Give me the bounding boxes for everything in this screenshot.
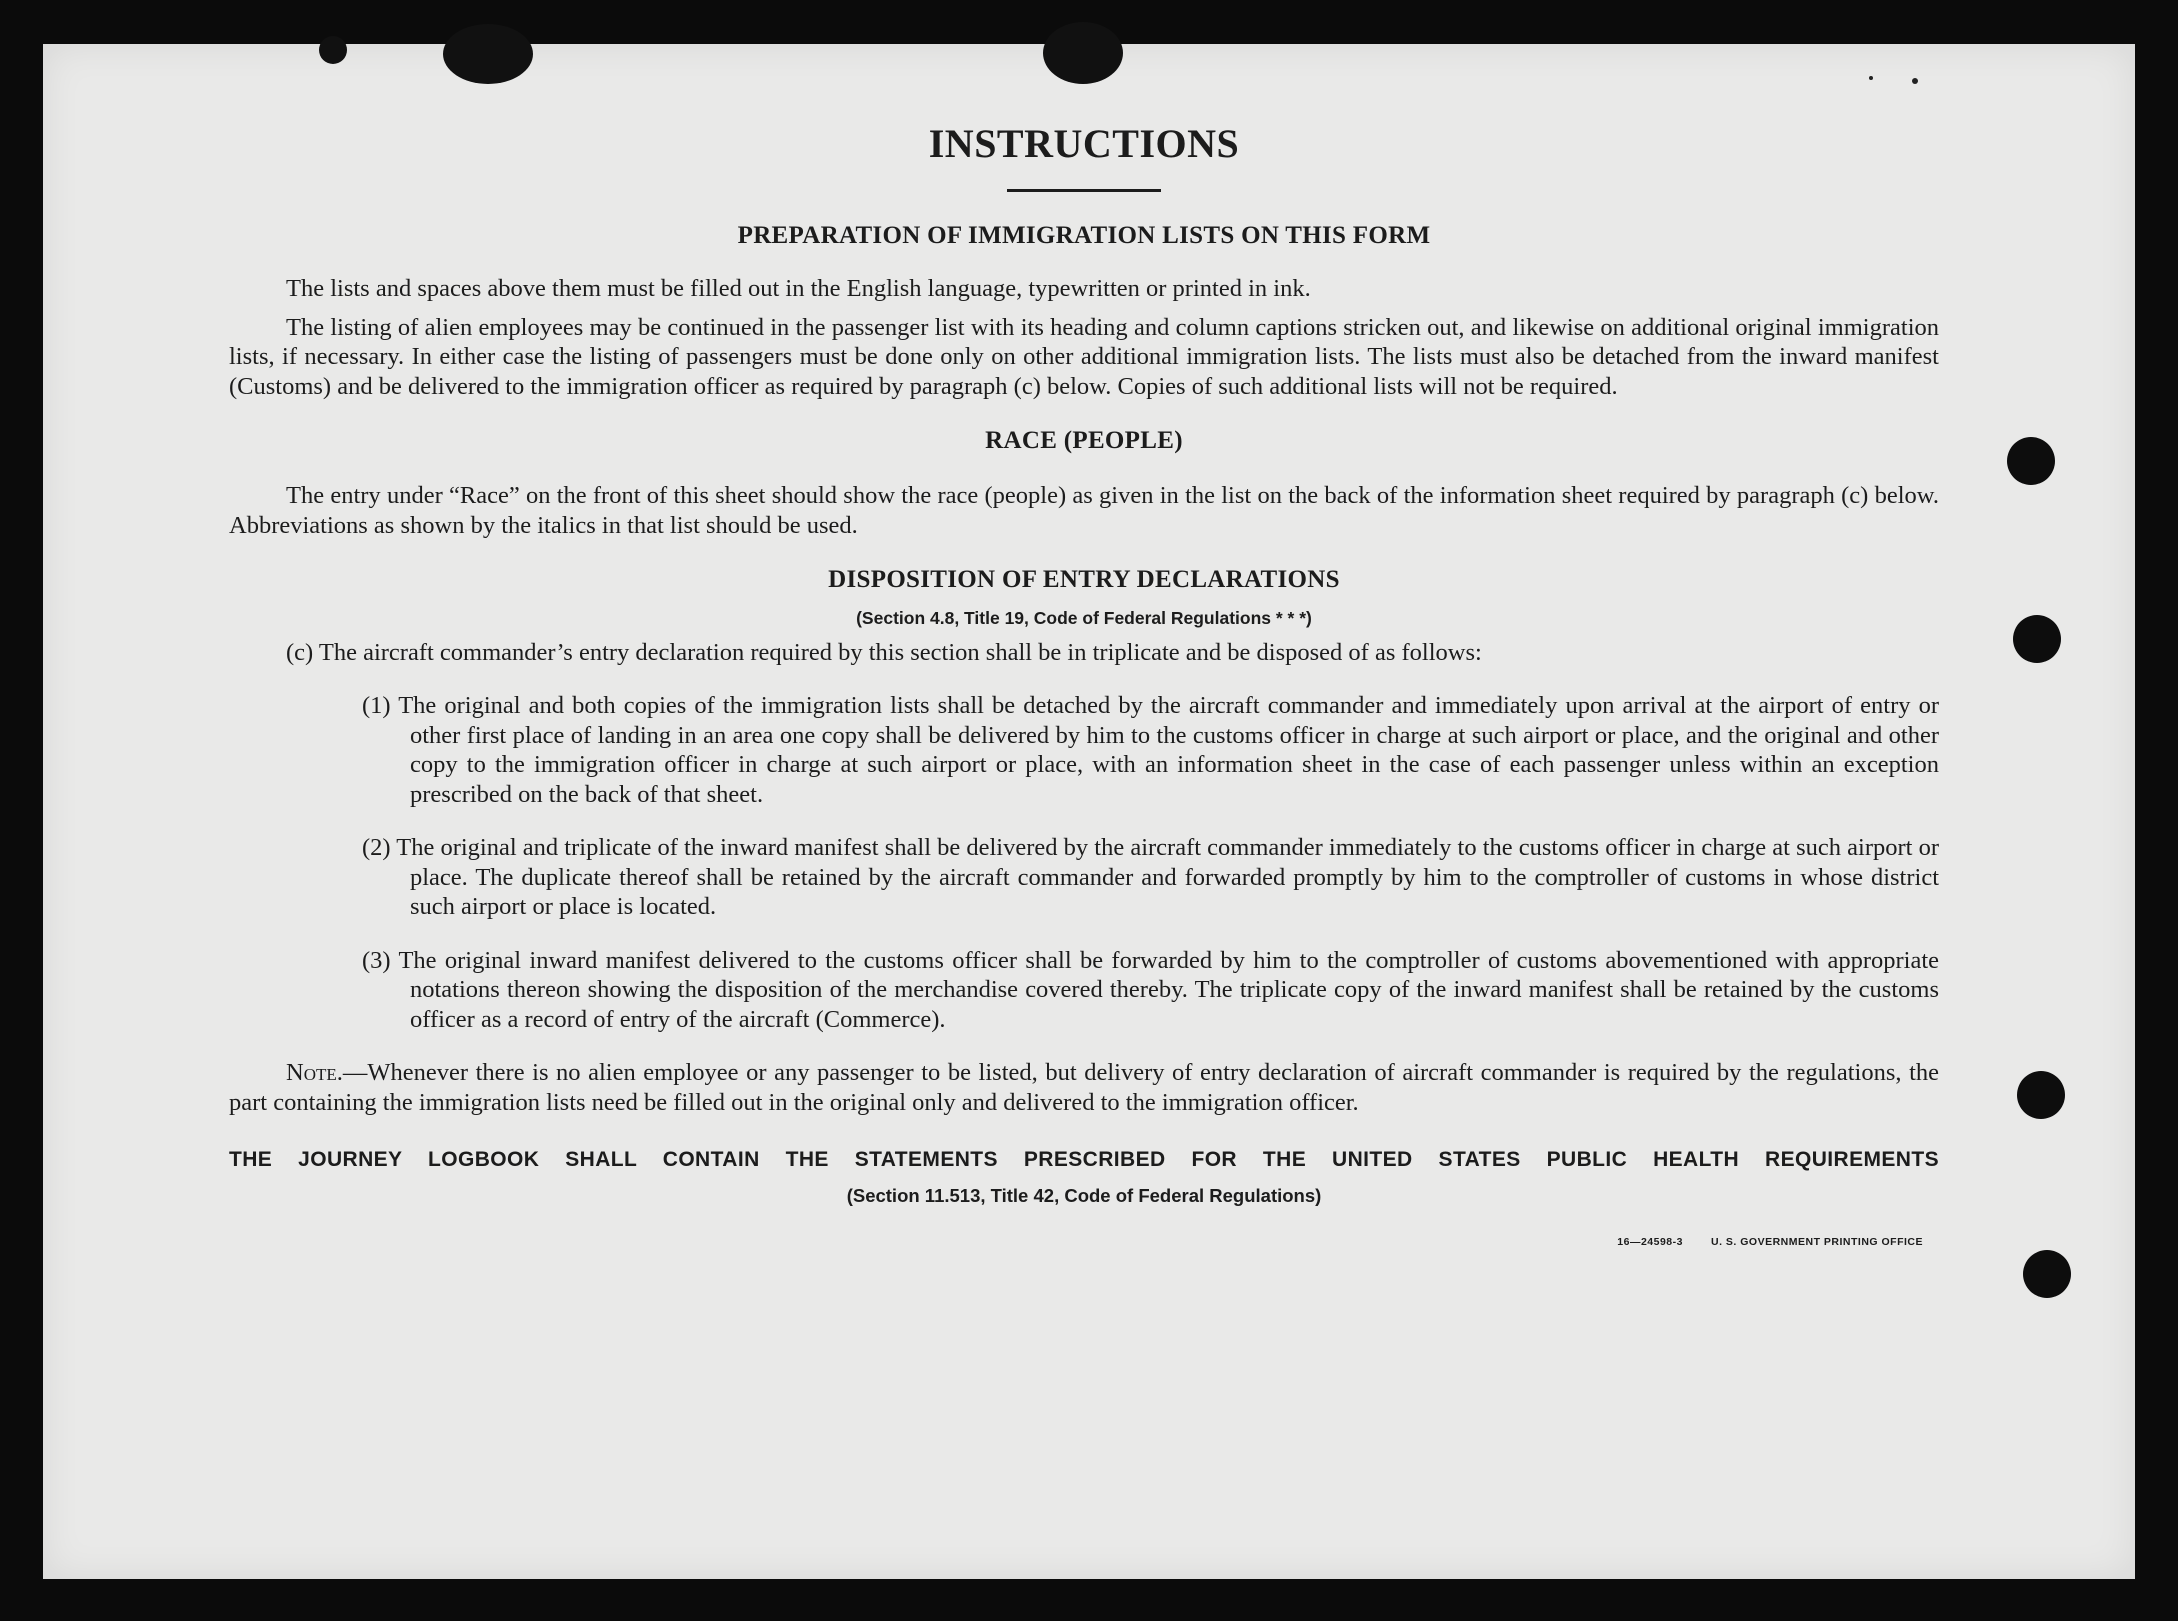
section-heading-preparation: PREPARATION OF IMMIGRATION LISTS ON THIS FORM	[737, 222, 1431, 249]
ink-blot-left	[443, 24, 533, 84]
punch-hole-2	[2013, 615, 2061, 663]
paragraph-alien-employees: The listing of alien employees may be continued in the passenger list with its heading and column captions stricken out, and likewise on additional original immigration lists, if necessary. In either case the listing of passengers must be done only on other additional immigration lists. The lists must also be detached from the inward manifest (Customs) and be delivered to the immigration officer as required by paragraph (c) below. Copies of such additional lists will not be required.	[229, 313, 1939, 400]
punch-hole-4	[2023, 1250, 2071, 1298]
section-heading-disposition: DISPOSITION OF ENTRY DECLARATIONS	[828, 566, 1340, 593]
document-body	[229, 110, 1939, 1256]
note-label: Note.	[286, 1059, 343, 1086]
paragraph-language: The lists and spaces above them must be filled out in the English language, typewritten or printed in ink.	[286, 275, 1311, 302]
document-page	[43, 44, 2135, 1579]
ink-blot-small	[319, 36, 347, 64]
disposition-item-3: (3) The original inward manifest delivered to the customs officer shall be forwarded by him to the comptroller of customs abovementioned with appropriate notations thereon showing the disposition of the merchandise covered thereby. The triplicate copy of the inward manifest shall be retained by the customs officer as a record of entry of the aircraft (Commerce).	[362, 946, 1939, 1033]
speck-1	[1912, 78, 1918, 84]
form-number: 16—24598-3	[1617, 1236, 1683, 1248]
paragraph-race: The entry under “Race” on the front of this sheet should show the race (people) as given in the list on the back of the information sheet required by paragraph (c) below. Abbreviations as shown by the italics in that list should be used.	[229, 482, 1939, 539]
printer-imprint	[1617, 1236, 1923, 1248]
printer-name: U. S. GOVERNMENT PRINTING OFFICE	[1710, 1236, 1923, 1248]
section-heading-race: RACE (PEOPLE)	[985, 427, 1183, 454]
speck-2	[1869, 76, 1873, 80]
footer-statement: THE JOURNEY LOGBOOK SHALL CONTAIN THE STATEMENTS PRESCRIBED FOR THE UNITED STATES PUBLIC HEALTH REQUIREMENTS	[229, 1148, 1939, 1171]
disposition-item-2: (2) The original and triplicate of the inward manifest shall be delivered by the aircraft commander immediately to the customs officer in charge at such airport or place. The duplicate thereof shall be retained by the aircraft commander and forwarded promptly by him to the comptroller of customs in whose district such airport or place is located.	[362, 834, 1939, 920]
punch-hole-1	[2007, 437, 2055, 485]
disposition-item-1: (1) The original and both copies of the immigration lists shall be detached by the aircraft commander and immediately upon arrival at the airport of entry or other first place of landing in an area one copy shall be delivered by him to the customs officer in charge at such airport or place, and the original and other copy to the immigration officer in charge at such airport or place, with an information sheet in the case of each passenger unless within an exception prescribed on the back of that sheet.	[362, 692, 1939, 808]
disposition-intro: (c) The aircraft commander’s entry declaration required by this section shall be in triplicate and be disposed of as follows:	[286, 638, 1482, 666]
ink-blot-mid	[1043, 22, 1123, 84]
printer-line	[229, 1236, 1939, 1256]
footer-citation: (Section 11.513, Title 42, Code of Federal Regulations)	[846, 1184, 1322, 1206]
document-title: INSTRUCTIONS	[928, 121, 1240, 166]
title-rule	[1007, 189, 1161, 192]
punch-hole-3	[2017, 1071, 2065, 1119]
note-paragraph	[229, 1058, 1939, 1117]
disposition-citation: (Section 4.8, Title 19, Code of Federal Regulations * * *)	[856, 608, 1312, 628]
note-text: —Whenever there is no alien employee or any passenger to be listed, but delivery of entry declaration of aircraft commander is required by the regulations, the part containing the immigration lists need be filled out in the original only and delivered to the immigration officer.	[229, 1059, 1939, 1116]
